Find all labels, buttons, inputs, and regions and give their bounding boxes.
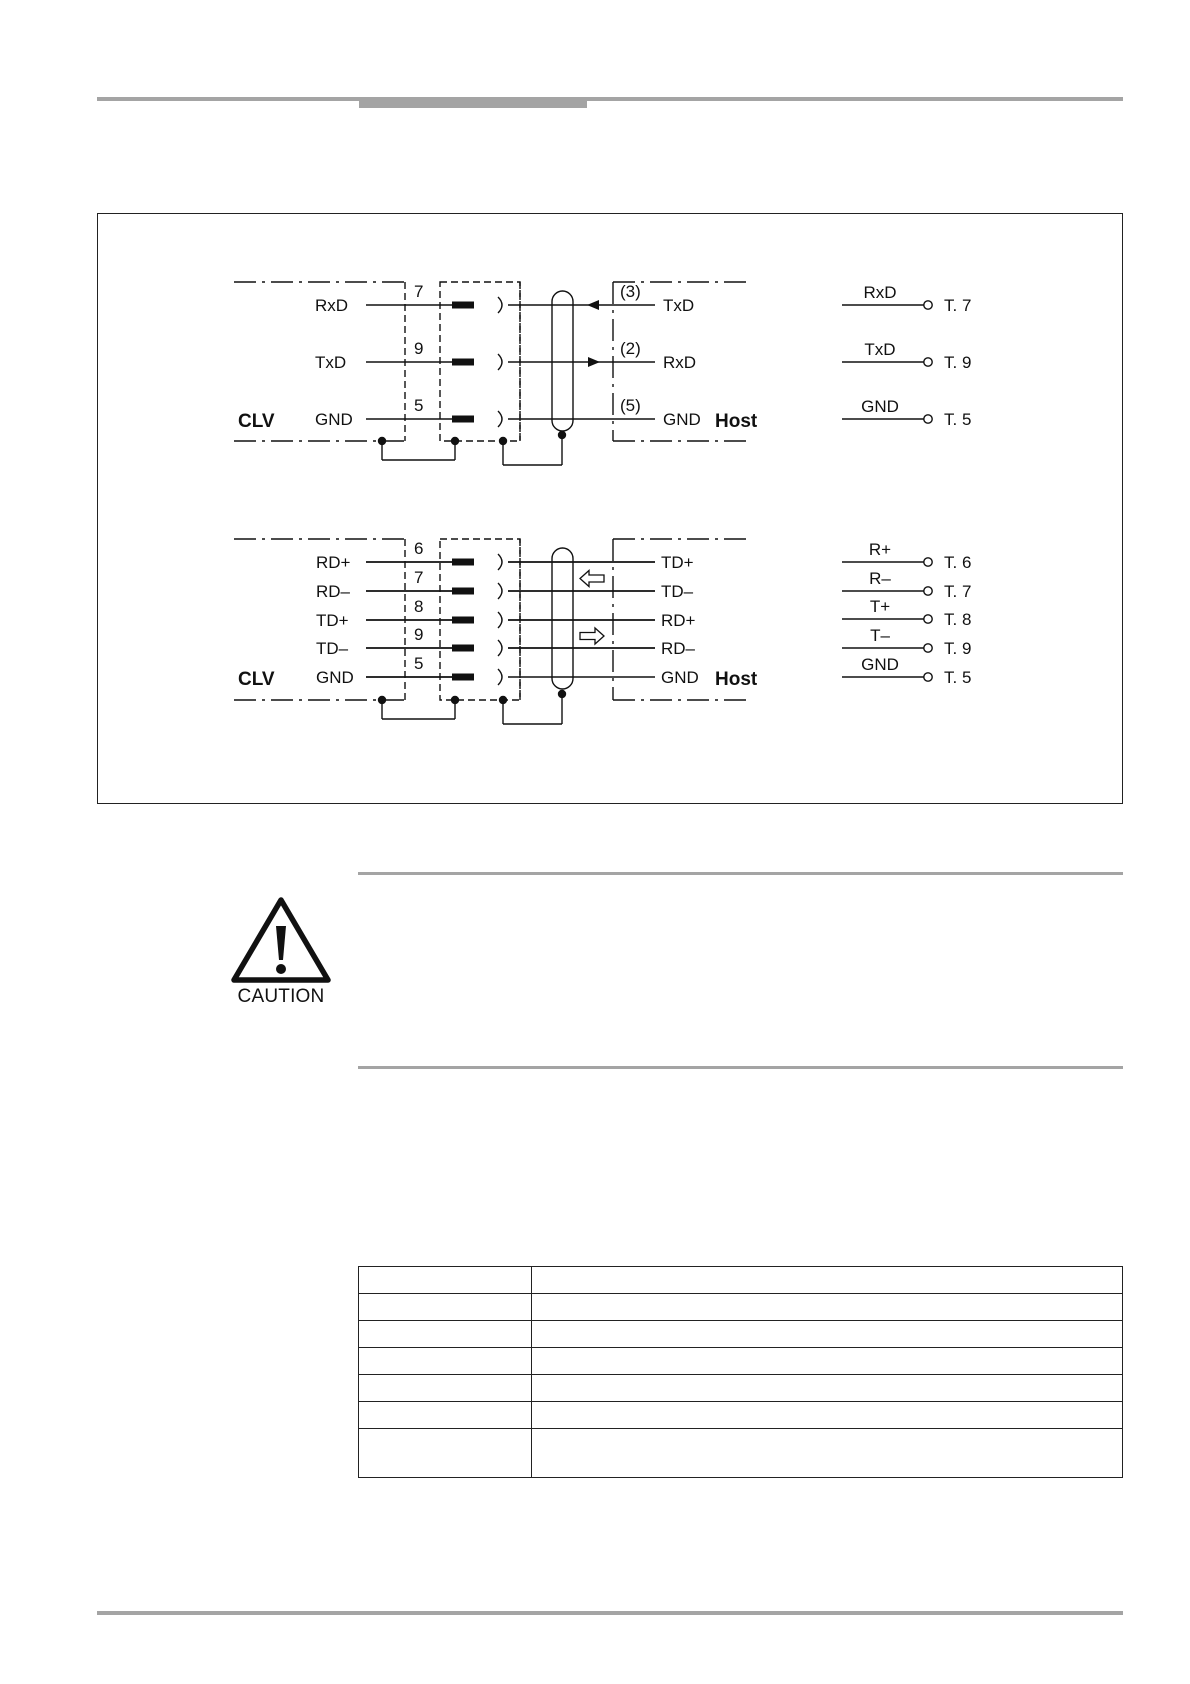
rs232-clv-signal: TxD: [315, 353, 347, 372]
rs232-host-pin-number: (2): [620, 339, 641, 358]
terminal-signal: R–: [869, 569, 891, 588]
table-row: [359, 1348, 1123, 1375]
rs232-host-label: Host: [715, 411, 758, 432]
table-cell: [359, 1375, 532, 1402]
terminal-number: T. 8: [944, 610, 972, 629]
rs422-clv-signal: RD+: [316, 553, 351, 572]
rs422-plug-pin: [452, 617, 474, 624]
rs422-host-signal: TD–: [661, 582, 694, 601]
caution-rule-bottom: [358, 1066, 1123, 1069]
rs422-clv-signal: RD–: [316, 582, 351, 601]
terminal-number: T. 6: [944, 553, 972, 572]
terminal-signal: R+: [868, 540, 892, 559]
rs232-socket-contact: [498, 354, 502, 370]
rs422-pin-number: 6: [414, 539, 424, 558]
rs422-host-signal: RD+: [661, 611, 696, 630]
rs232-direction-arrow: [587, 300, 599, 310]
rs232-plug-pin: [452, 359, 474, 366]
rs232-socket-contact: [498, 297, 502, 313]
rs232-host-signal: TxD: [663, 296, 695, 315]
table-row: [359, 1267, 1123, 1294]
caution-rule-top: [358, 872, 1123, 875]
terminal-screw: [924, 415, 932, 423]
terminal-screw: [924, 644, 932, 652]
rs422-plug-pin: [452, 645, 474, 652]
terminal-screw: [924, 587, 932, 595]
rs422-wiring: [234, 539, 758, 724]
table-cell: [532, 1375, 1123, 1402]
rs422-cable-shield: [552, 548, 573, 689]
terminal-signal: T–: [870, 626, 890, 645]
terminal-screw: [924, 301, 932, 309]
rs422-plug-pin: [452, 674, 474, 681]
table-cell: [532, 1402, 1123, 1429]
rs422-socket-contact: [498, 612, 502, 628]
rs422-host-label: Host: [715, 669, 758, 690]
rs422-transmit-arrow: [580, 628, 604, 644]
table-row: [359, 1429, 1123, 1478]
rs422-device-label: CLV: [238, 669, 275, 690]
rs422-socket-contact: [498, 583, 502, 599]
wiring-diagram: [0, 0, 1190, 820]
rs422-socket-contact: [498, 669, 502, 685]
rs232-plug-pin: [452, 416, 474, 423]
table-cell: [359, 1321, 532, 1348]
footer-rule: [97, 1611, 1123, 1615]
terminal-number: T. 7: [944, 296, 972, 315]
rs232-host-pin-number: (5): [620, 396, 641, 415]
rs422-pin-number: 5: [414, 654, 424, 673]
terminal-number: T. 9: [944, 639, 972, 658]
terminal-screw: [924, 615, 932, 623]
terminal-number: T. 5: [944, 668, 972, 687]
terminal-signal: GND: [861, 655, 899, 674]
caution-label: CAUTION: [237, 986, 325, 1007]
rs422-pin-number: 8: [414, 597, 424, 616]
rs422-pin-number: 9: [414, 625, 424, 644]
table-row: [359, 1402, 1123, 1429]
table-cell: [532, 1348, 1123, 1375]
table-cell: [359, 1348, 532, 1375]
terminal-signal: RxD: [863, 283, 897, 302]
rs422-socket-contact: [498, 554, 502, 570]
rs232-cable-shield: [552, 291, 573, 431]
rs422-plug-pin: [452, 588, 474, 595]
warning-triangle-icon: [230, 896, 332, 986]
table-row: [359, 1321, 1123, 1348]
terminal-signal: GND: [861, 397, 899, 416]
terminal-screw: [924, 673, 932, 681]
table-cell: [359, 1429, 532, 1478]
table-row: [359, 1294, 1123, 1321]
rs232-device-label: CLV: [238, 411, 275, 432]
caution-notice: [226, 896, 336, 1012]
rs422-host-signal: GND: [661, 668, 699, 687]
terminal-number: T. 9: [944, 353, 972, 372]
rs232-socket-contact: [498, 411, 502, 427]
terminal-number: T. 5: [944, 410, 972, 429]
rs232-host-pin-number: (3): [620, 282, 641, 301]
rs422-host-signal: TD+: [661, 553, 694, 572]
table-cell: [532, 1267, 1123, 1294]
rs232-plug-pin: [452, 302, 474, 309]
rs232-pin-number: 9: [414, 339, 424, 358]
rs422-plug-pin: [452, 559, 474, 566]
rs422-socket-contact: [498, 640, 502, 656]
rs232-host-signal: GND: [663, 410, 701, 429]
rs232-pin-number: 7: [414, 282, 424, 301]
terminal-signal: TxD: [864, 340, 896, 359]
spec-table: [358, 1266, 1123, 1478]
rs422-host-signal: RD–: [661, 639, 696, 658]
terminal-screw: [924, 358, 932, 366]
table-row: [359, 1375, 1123, 1402]
table-cell: [359, 1267, 532, 1294]
table-cell: [532, 1321, 1123, 1348]
rs232-direction-arrow: [588, 357, 600, 367]
terminal-strips: [842, 283, 971, 687]
rs422-clv-signal: TD+: [316, 611, 349, 630]
terminal-screw: [924, 558, 932, 566]
rs422-clv-signal: TD–: [316, 639, 349, 658]
rs232-host-signal: RxD: [663, 353, 697, 372]
rs232-wiring: [234, 282, 758, 465]
rs232-clv-signal: RxD: [315, 296, 349, 315]
terminal-signal: T+: [869, 597, 891, 616]
terminal-number: T. 7: [944, 582, 972, 601]
rs422-pin-number: 7: [414, 568, 424, 587]
rs232-clv-signal: GND: [315, 410, 353, 429]
table-cell: [359, 1294, 532, 1321]
rs232-pin-number: 5: [414, 396, 424, 415]
rs422-receive-arrow: [580, 571, 604, 587]
table-cell: [532, 1294, 1123, 1321]
table-cell: [532, 1429, 1123, 1478]
rs422-clv-signal: GND: [316, 668, 354, 687]
table-cell: [359, 1402, 532, 1429]
